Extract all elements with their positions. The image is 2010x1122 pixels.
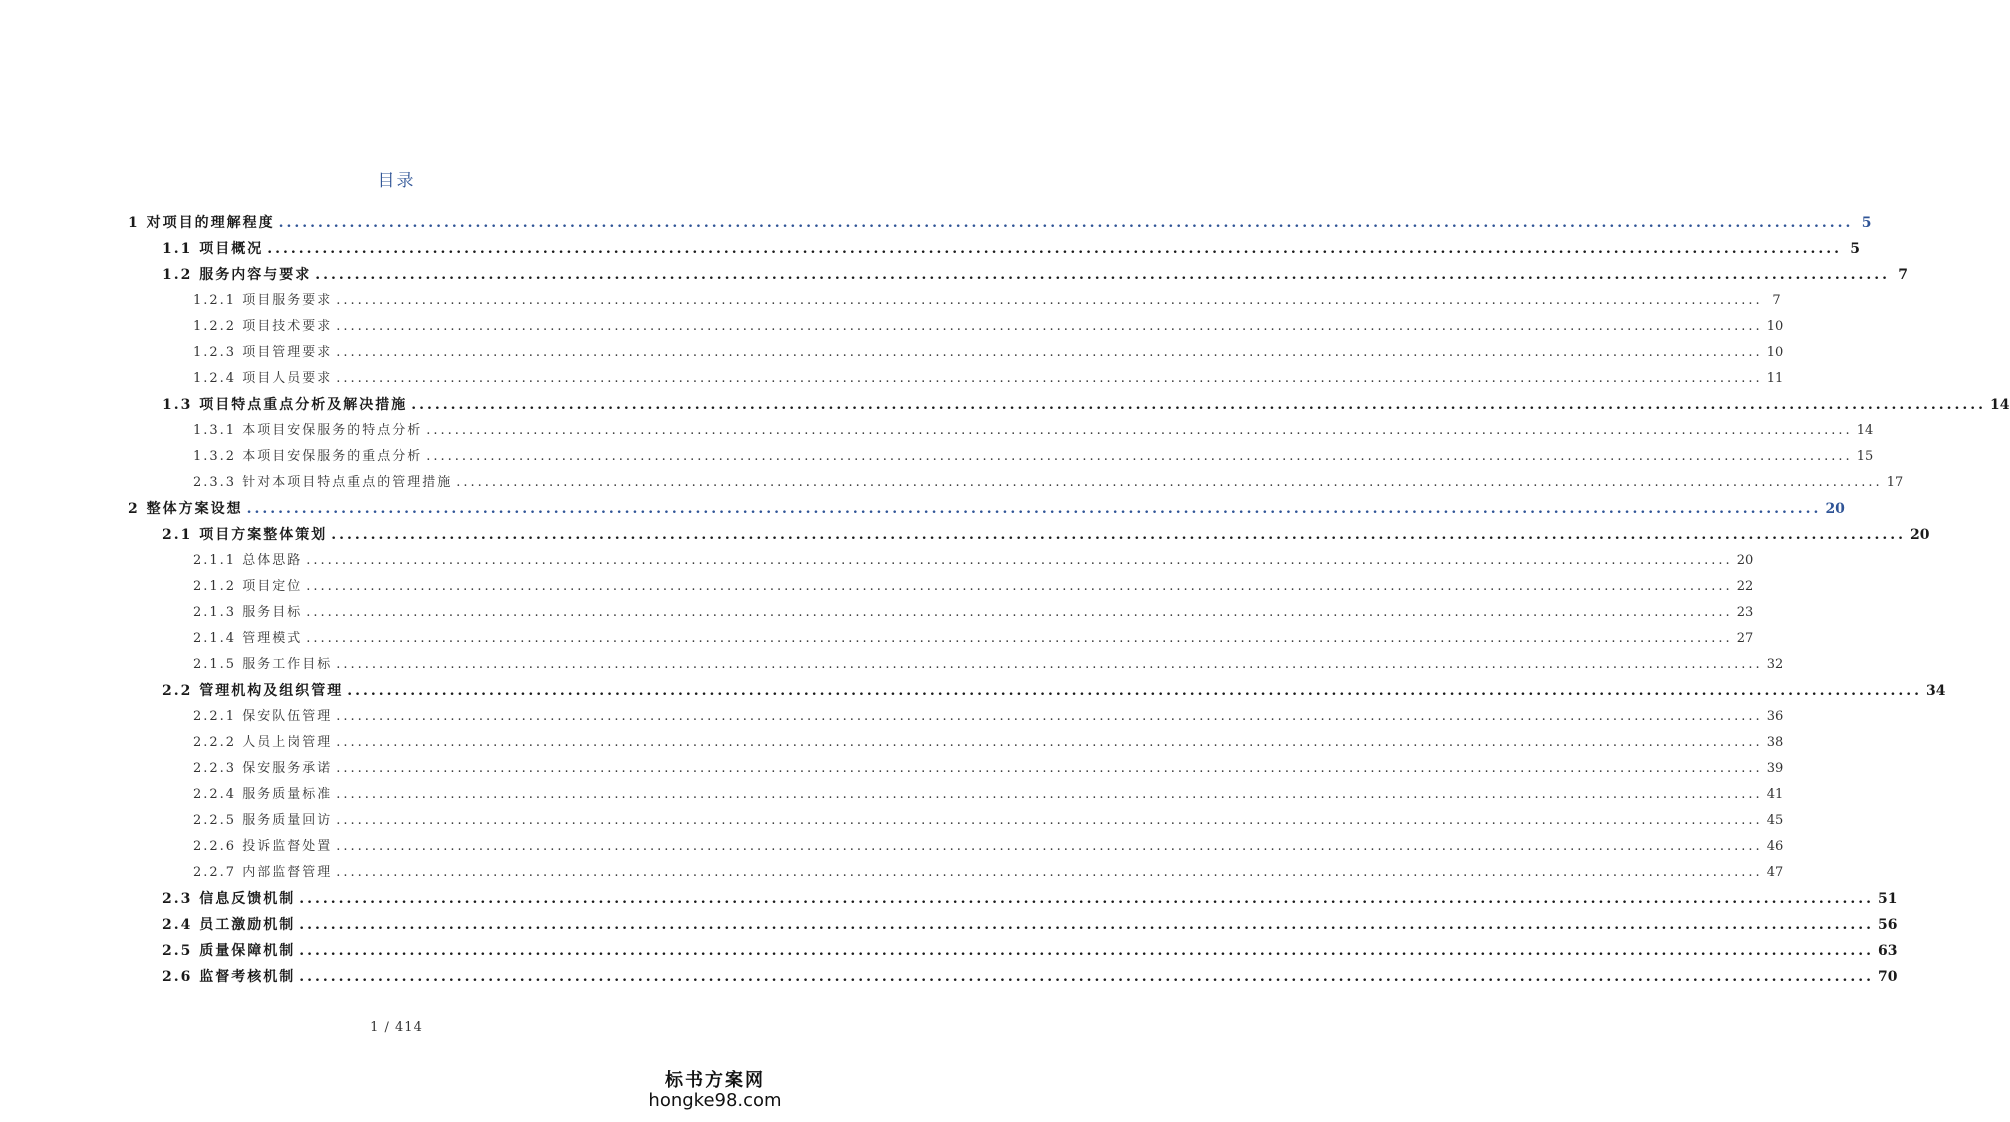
toc-entry-label: 2.2.1 保安队伍管理 (193, 709, 333, 724)
toc-entry-label: 1.3 项目特点重点分析及解决措施 (162, 397, 408, 413)
toc-entry-label: 1.2.4 项目人员要求 (193, 371, 333, 386)
toc-entry-page: 7 (1772, 293, 1781, 308)
toc-entry[interactable] (193, 340, 1784, 366)
toc-entry-page: 39 (1766, 761, 1784, 776)
toc-title: 目录 (377, 171, 416, 191)
toc-dot-leader: ........................................................................................................................................................................................................ (456, 475, 1883, 490)
toc-dot-leader: ........................................................................................................................................................................................................ (336, 865, 1763, 880)
watermark-logo (640, 1066, 790, 1111)
toc-entry-label: 2.3 信息反馈机制 (162, 891, 296, 907)
toc-entry-page: 10 (1766, 345, 1784, 360)
toc-entry[interactable] (162, 236, 1861, 262)
toc-entry[interactable] (193, 626, 1754, 652)
toc-entry-page: 20 (1736, 553, 1754, 568)
toc-entry-label: 2.1.2 项目定位 (193, 579, 303, 594)
toc-dot-leader: ........................................................................................................................................................................................................ (267, 241, 1843, 257)
toc-dot-leader: ........................................................................................................................................................................................................ (299, 891, 1875, 907)
toc-entry-label: 1.2 服务内容与要求 (162, 267, 312, 283)
toc-entry-label: 2.1 项目方案整体策划 (162, 527, 328, 543)
toc-entry[interactable] (193, 288, 1781, 314)
toc-entry[interactable] (193, 756, 1784, 782)
toc-entry[interactable] (193, 470, 1904, 496)
toc-dot-leader: ........................................................................................................................................................................................................ (426, 449, 1853, 464)
toc-entry[interactable] (193, 574, 1754, 600)
toc-entry-page: 56 (1878, 917, 1898, 933)
toc-entry-label: 1.2.2 项目技术要求 (193, 319, 333, 334)
toc-entry[interactable] (193, 782, 1784, 808)
toc-entry-label: 1 对项目的理解程度 (128, 215, 275, 231)
toc-entry-page: 5 (1861, 215, 1872, 231)
watermark-cn: 标书方案网 (665, 1070, 765, 1091)
toc-dot-leader: ........................................................................................................................................................................................................ (315, 267, 1891, 283)
toc-dot-leader: ........................................................................................................................................................................................................ (336, 293, 1763, 308)
toc-entry[interactable] (162, 522, 1930, 548)
toc-entry-label: 1.1 项目概况 (162, 241, 264, 257)
toc-entry-label: 2 整体方案设想 (128, 501, 243, 517)
toc-entry[interactable] (162, 262, 1909, 288)
toc-dot-leader: ........................................................................................................................................................................................................ (336, 319, 1763, 334)
toc-dot-leader: ........................................................................................................................................................................................................ (331, 527, 1907, 543)
toc-entry[interactable] (162, 938, 1898, 964)
toc-entry[interactable] (193, 704, 1784, 730)
toc-entry[interactable] (162, 678, 1946, 704)
toc-dot-leader: ........................................................................................................................................................................................................ (336, 761, 1763, 776)
toc-entry-page: 20 (1910, 527, 1930, 543)
toc-entry-page: 34 (1926, 683, 1946, 699)
toc-entry-page: 5 (1850, 241, 1861, 257)
toc-dot-leader: ........................................................................................................................................................................................................ (336, 657, 1763, 672)
toc-dot-leader: ........................................................................................................................................................................................................ (278, 215, 1854, 231)
toc-entry-page: 23 (1736, 605, 1754, 620)
toc-dot-leader: ........................................................................................................................................................................................................ (347, 683, 1923, 699)
toc-entry[interactable] (193, 808, 1784, 834)
toc-entry-page: 17 (1886, 475, 1904, 490)
toc-dot-leader: ........................................................................................................................................................................................................ (299, 943, 1875, 959)
toc-entry[interactable] (193, 444, 1874, 470)
toc-dot-leader: ........................................................................................................................................................................................................ (306, 605, 1733, 620)
toc-dot-leader: ........................................................................................................................................................................................................ (299, 969, 1875, 985)
toc-dot-leader: ........................................................................................................................................................................................................ (336, 735, 1763, 750)
toc-entry-label: 1.3.2 本项目安保服务的重点分析 (193, 449, 423, 464)
toc-entry-page: 14 (1856, 423, 1874, 438)
toc-dot-leader: ........................................................................................................................................................................................................ (246, 501, 1822, 517)
toc-entry[interactable] (193, 730, 1784, 756)
toc-entry-label: 1.2.1 项目服务要求 (193, 293, 333, 308)
toc-entry[interactable] (162, 912, 1898, 938)
toc-entry-page: 63 (1878, 943, 1898, 959)
toc-dot-leader: ........................................................................................................................................................................................................ (306, 631, 1733, 646)
toc-dot-leader: ........................................................................................................................................................................................................ (306, 579, 1733, 594)
toc-entry[interactable] (193, 548, 1754, 574)
toc-entry-label: 2.1.3 服务目标 (193, 605, 303, 620)
toc-entry-label: 2.2.3 保安服务承诺 (193, 761, 333, 776)
toc-entry-label: 2.3.3 针对本项目特点重点的管理措施 (193, 475, 453, 490)
toc-entry-label: 2.2 管理机构及组织管理 (162, 683, 344, 699)
toc-dot-leader: ........................................................................................................................................................................................................ (426, 423, 1853, 438)
toc-dot-leader: ........................................................................................................................................................................................................ (336, 813, 1763, 828)
toc-entry-page: 51 (1878, 891, 1898, 907)
toc-entry-label: 2.2.6 投诉监督处置 (193, 839, 333, 854)
toc-dot-leader: ........................................................................................................................................................................................................ (336, 371, 1763, 386)
toc-entry-label: 1.2.3 项目管理要求 (193, 345, 333, 360)
toc-entry[interactable] (193, 314, 1784, 340)
toc-entry[interactable] (162, 392, 2010, 418)
toc-entry-page: 22 (1736, 579, 1754, 594)
toc-entry[interactable] (193, 834, 1784, 860)
watermark-en: hongke98.com (648, 1090, 782, 1111)
toc-entry-label: 2.2.4 服务质量标准 (193, 787, 333, 802)
toc-entry-page: 10 (1766, 319, 1784, 334)
toc-entry[interactable] (162, 886, 1898, 912)
toc-entry-page: 70 (1878, 969, 1898, 985)
toc-entry-page: 46 (1766, 839, 1784, 854)
toc-entry-label: 1.3.1 本项目安保服务的特点分析 (193, 423, 423, 438)
toc-entry[interactable] (193, 652, 1784, 678)
toc-dot-leader: ........................................................................................................................................................................................................ (299, 917, 1875, 933)
toc-dot-leader: ........................................................................................................................................................................................................ (336, 709, 1763, 724)
toc-entry-label: 2.1.4 管理模式 (193, 631, 303, 646)
page-indicator: 1 / 414 (370, 1020, 423, 1035)
toc-entry[interactable] (193, 418, 1874, 444)
toc-entry-label: 2.2.5 服务质量回访 (193, 813, 333, 828)
toc-entry[interactable] (193, 860, 1784, 886)
toc-entry-page: 20 (1825, 501, 1845, 517)
toc-entry-page: 45 (1766, 813, 1784, 828)
toc-entry[interactable] (193, 366, 1784, 392)
toc-entry-page: 47 (1766, 865, 1784, 880)
toc-entry-label: 2.4 员工激励机制 (162, 917, 296, 933)
toc-entry-page: 38 (1766, 735, 1784, 750)
toc-entry-page: 11 (1766, 371, 1784, 386)
toc-entry[interactable] (128, 496, 1845, 522)
toc-dot-leader: ........................................................................................................................................................................................................ (336, 839, 1763, 854)
toc-entry-page: 15 (1856, 449, 1874, 464)
toc-entry-label: 2.5 质量保障机制 (162, 943, 296, 959)
toc-dot-leader: ........................................................................................................................................................................................................ (306, 553, 1733, 568)
toc-entry-label: 2.1.1 总体思路 (193, 553, 303, 568)
toc-entry[interactable] (162, 964, 1898, 990)
toc-entry-page: 32 (1766, 657, 1784, 672)
toc-entry-page: 36 (1766, 709, 1784, 724)
toc-dot-leader: ........................................................................................................................................................................................................ (336, 787, 1763, 802)
toc-dot-leader: ........................................................................................................................................................................................................ (336, 345, 1763, 360)
toc-entry-page: 14 (1990, 397, 2010, 413)
toc-entry-page: 27 (1736, 631, 1754, 646)
toc-entry[interactable] (193, 600, 1754, 626)
toc-entry-page: 41 (1766, 787, 1784, 802)
toc-entry-label: 2.2.7 内部监督管理 (193, 865, 333, 880)
toc-entry[interactable] (128, 210, 1872, 236)
toc-entry-label: 2.2.2 人员上岗管理 (193, 735, 333, 750)
toc-entry-label: 2.1.5 服务工作目标 (193, 657, 333, 672)
toc-entry-page: 7 (1898, 267, 1909, 283)
toc-entry-label: 2.6 监督考核机制 (162, 969, 296, 985)
toc-dot-leader: ........................................................................................................................................................................................................ (411, 397, 1987, 413)
